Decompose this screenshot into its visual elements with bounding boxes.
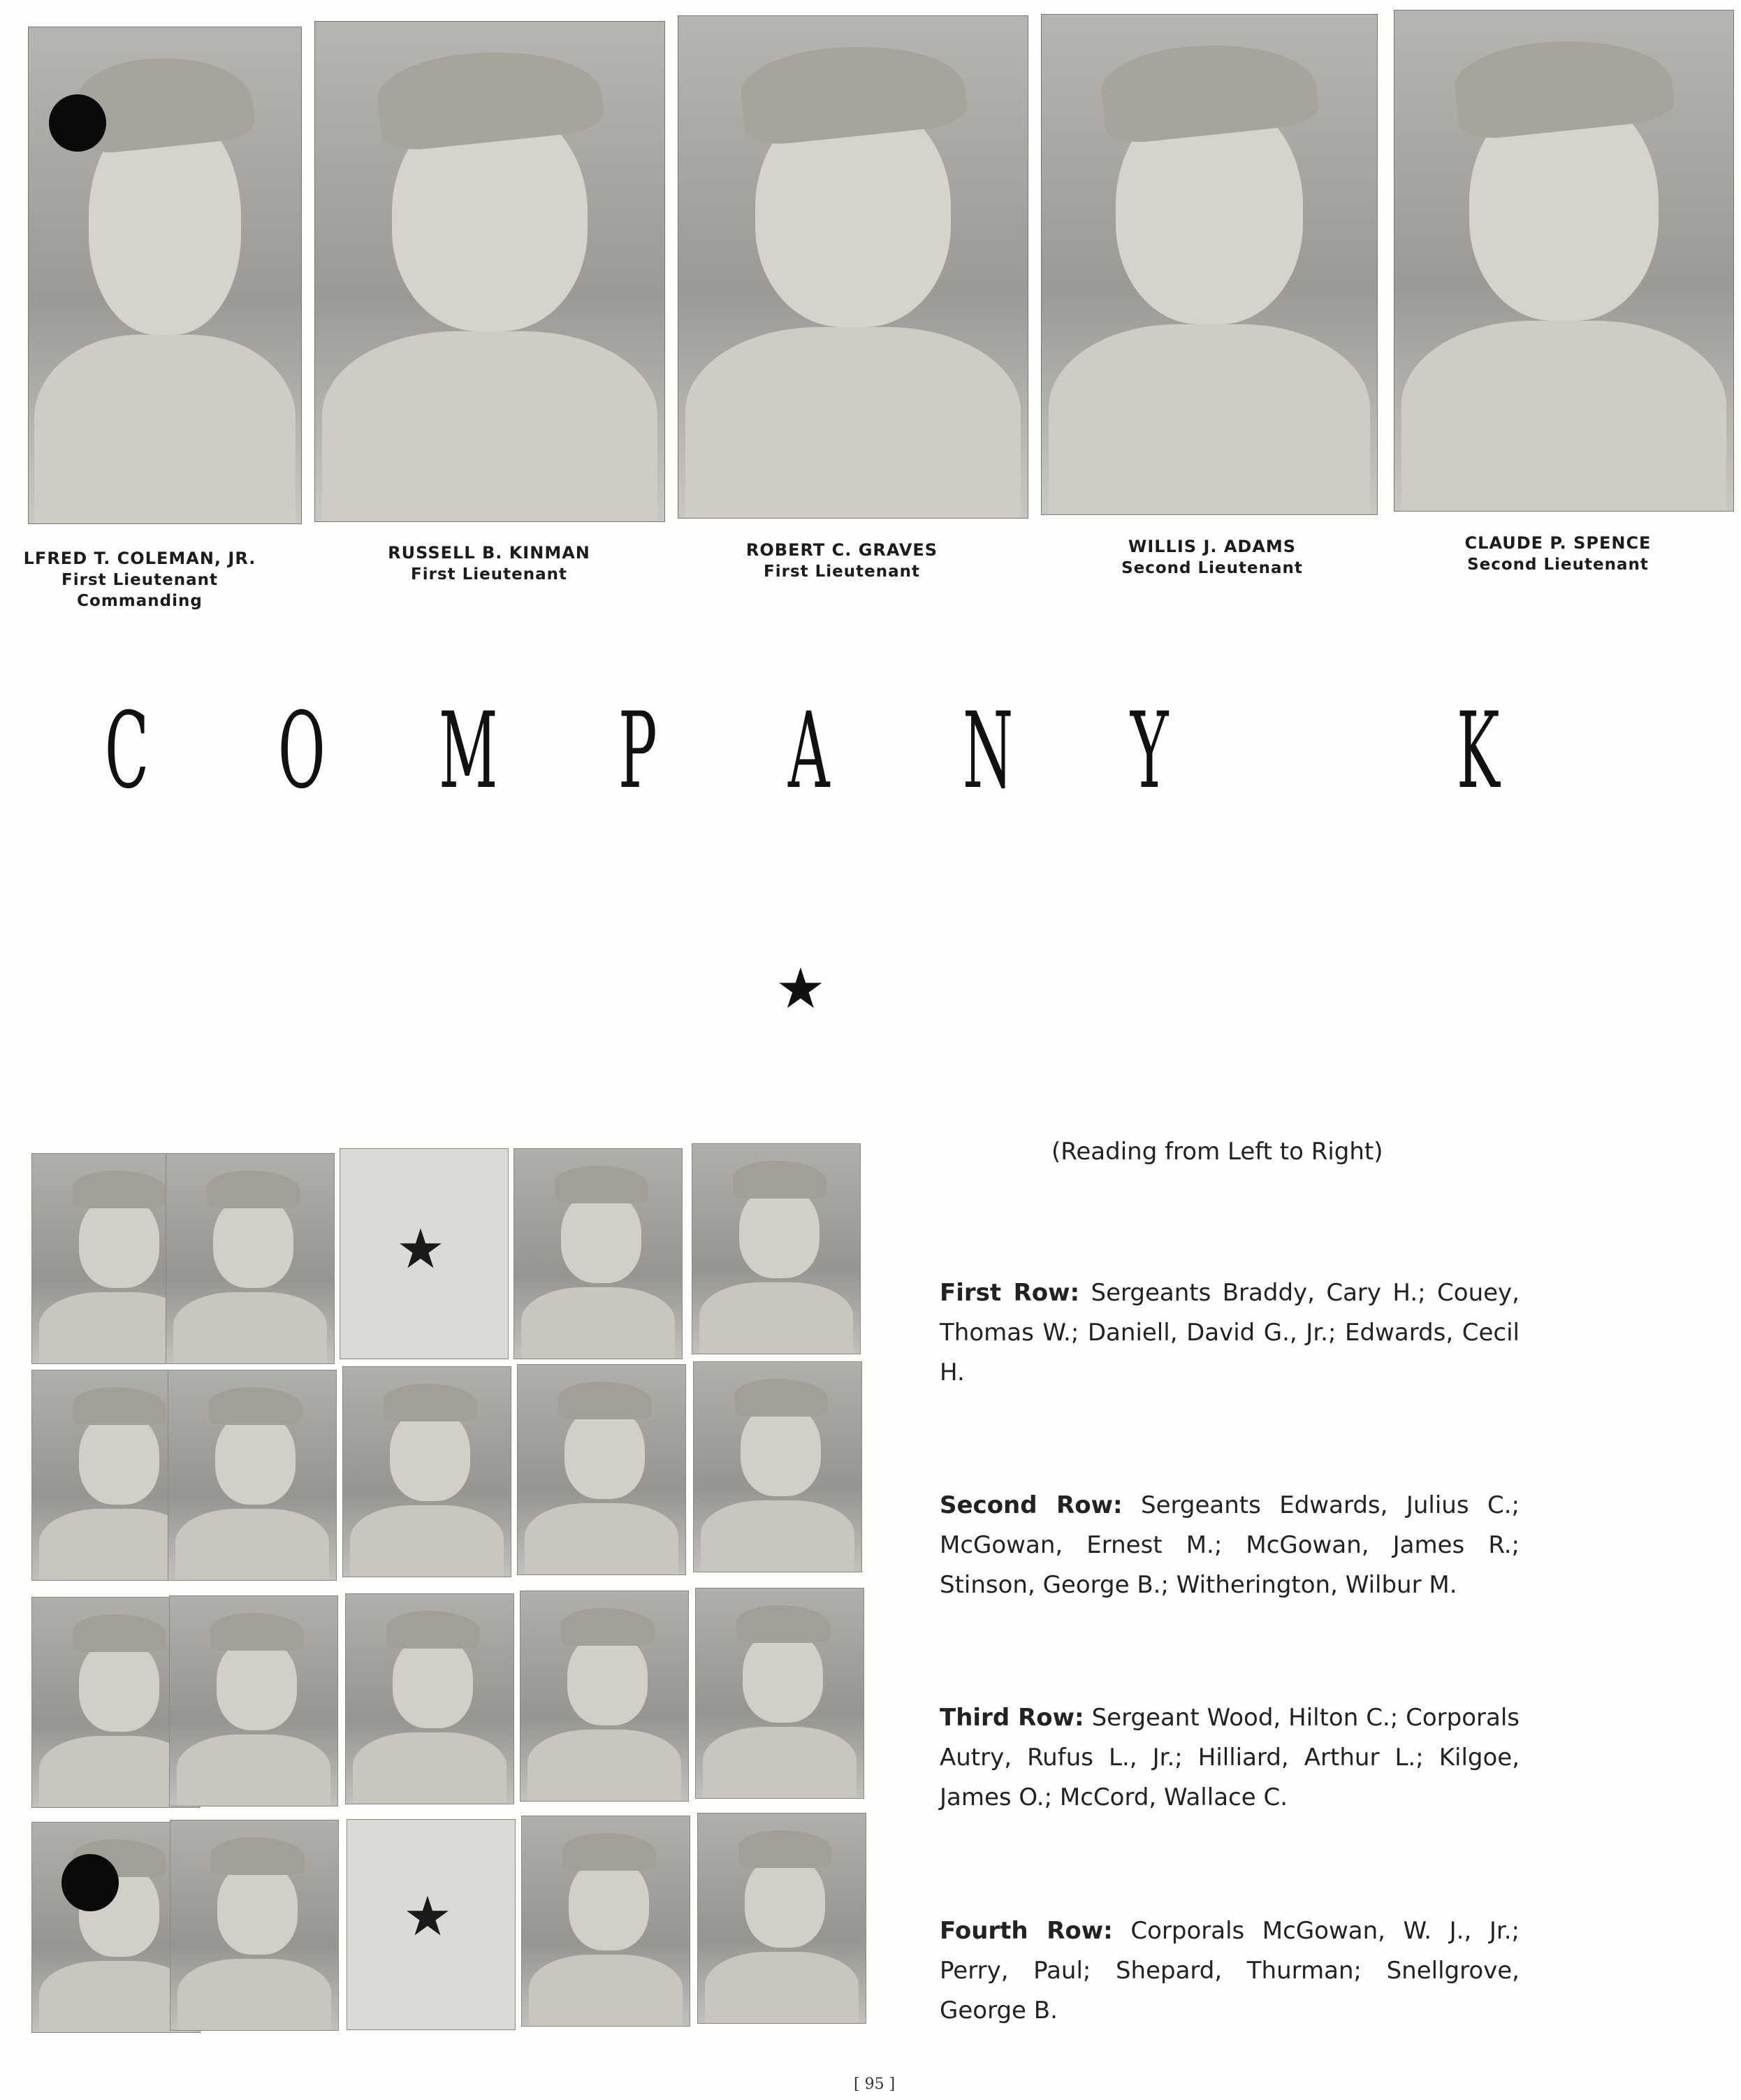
officer-name: WILLIS J. ADAMS xyxy=(1128,537,1297,556)
reading-note: (Reading from Left to Right) xyxy=(1051,1138,1383,1166)
officer-portrait-kinman xyxy=(314,21,665,522)
enlisted-portrait xyxy=(513,1148,683,1359)
star-placeholder-cell xyxy=(347,1819,516,2030)
officer-portrait-spence xyxy=(1394,10,1734,512)
officer-rank: Second Lieutenant xyxy=(1467,556,1649,574)
title-letter: C xyxy=(105,690,150,812)
enlisted-portrait xyxy=(520,1591,689,1802)
enlisted-portrait xyxy=(692,1143,861,1354)
title-letter: P xyxy=(618,690,657,812)
row-label: Second Row: xyxy=(940,1491,1123,1519)
officer-caption-graves xyxy=(681,540,1003,581)
officer-rank: First Lieutenant xyxy=(61,571,218,589)
enlisted-portrait xyxy=(169,1595,338,1806)
divider-star-icon: ★ xyxy=(775,956,826,1021)
row-label: Third Row: xyxy=(940,1704,1084,1732)
officer-name: LFRED T. COLEMAN, JR. xyxy=(23,549,256,568)
star-icon: ★ xyxy=(396,1218,445,1281)
enlisted-portrait xyxy=(168,1370,337,1581)
roster-third-row xyxy=(940,1698,1520,1818)
officer-name: RUSSELL B. KINMAN xyxy=(388,543,590,563)
officer-caption-adams xyxy=(1051,537,1373,577)
officer-name: ROBERT C. GRAVES xyxy=(745,540,938,560)
title-letter: O xyxy=(278,690,326,812)
enlisted-portrait xyxy=(345,1593,514,1804)
officer-name: CLAUDE P. SPENCE xyxy=(1464,533,1652,553)
officer-rank: First Lieutenant xyxy=(411,565,567,584)
officer-caption-kinman xyxy=(328,543,650,584)
roster-second-row xyxy=(940,1486,1520,1605)
enlisted-portrait xyxy=(170,1820,339,2031)
star-icon: ★ xyxy=(403,1885,452,1948)
enlisted-portrait xyxy=(166,1153,335,1364)
row-label: First Row: xyxy=(940,1279,1080,1307)
enlisted-portrait xyxy=(342,1366,511,1577)
title-letter: N xyxy=(963,690,1014,812)
officer-portrait-graves xyxy=(678,15,1028,519)
officer-portrait-adams xyxy=(1041,14,1378,515)
enlisted-portrait xyxy=(693,1361,862,1572)
punch-hole-top xyxy=(49,94,106,152)
enlisted-portrait xyxy=(521,1816,690,2027)
punch-hole-bottom xyxy=(61,1854,119,1911)
enlisted-portrait xyxy=(697,1813,866,2024)
officer-caption-coleman xyxy=(0,549,300,610)
officer-role: Commanding xyxy=(77,592,203,610)
star-placeholder-cell xyxy=(340,1148,509,1359)
roster-fourth-row xyxy=(940,1911,1520,2031)
title-letter: M xyxy=(439,690,498,812)
officer-rank: Second Lieutenant xyxy=(1121,559,1303,577)
page-number: [ 95 ] xyxy=(854,2076,896,2093)
enlisted-portrait xyxy=(695,1588,864,1799)
row-names: Sergeants Braddy, Cary H.; Couey, Thomas W.; Daniell, David G., Jr.; Edwards, Cecil H. xyxy=(940,1279,1520,1386)
row-names: Sergeants Edwards, Julius C.; McGowan, Ernest M.; McGowan, James R.; Stinson, George B.; Witherington, Wilbur M. xyxy=(940,1491,1520,1599)
title-letter: K xyxy=(1457,690,1500,812)
row-label: Fourth Row: xyxy=(940,1917,1113,1945)
title-letter: A xyxy=(788,690,830,812)
title-letter: Y xyxy=(1130,690,1169,812)
row-names: Sergeant Wood, Hilton C.; Corporals Autry, Rufus L., Jr.; Hilliard, Arthur L.; Kilgoe, James O.; McCord, Wallace C. xyxy=(940,1704,1520,1811)
roster-first-row xyxy=(940,1273,1520,1393)
row-names: Corporals McGowan, W. J., Jr.; Perry, Paul; Shepard, Thurman; Snellgrove, George B. xyxy=(940,1917,1520,2025)
enlisted-portrait xyxy=(517,1364,686,1575)
officer-caption-spence xyxy=(1397,533,1719,574)
officer-rank: First Lieutenant xyxy=(764,563,920,581)
